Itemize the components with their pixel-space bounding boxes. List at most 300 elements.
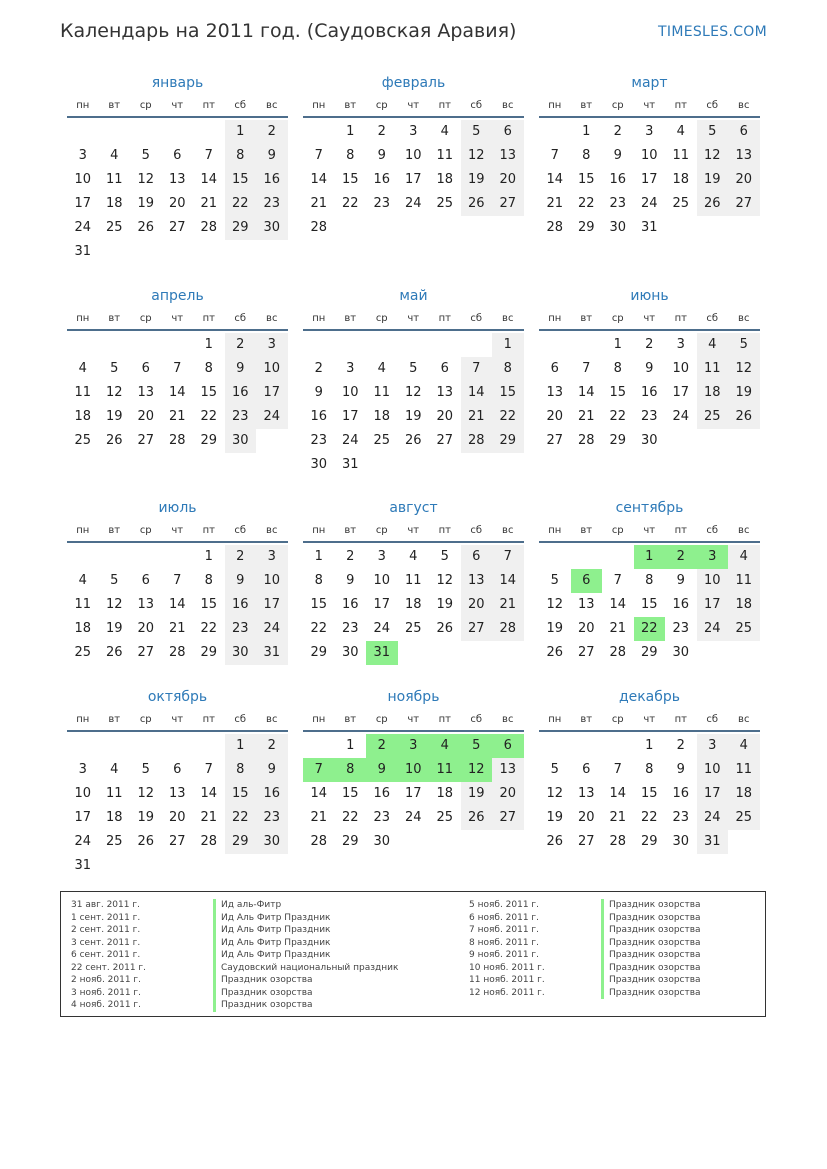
legend-date: 2 сент. 2011 г. <box>71 925 141 935</box>
day-cell: 5 <box>550 573 559 588</box>
day-cell: 16 <box>225 593 257 617</box>
day-cell: 29 <box>609 433 627 448</box>
empty-cell <box>130 854 162 878</box>
day-cell: 15 <box>609 385 627 400</box>
day-cell: 6 <box>173 148 182 163</box>
day-cell: 30 <box>373 834 391 849</box>
day-cell: 9 <box>225 357 257 381</box>
week-row <box>539 617 760 641</box>
day-cell: 17 <box>256 593 288 617</box>
week-row <box>303 734 524 758</box>
week-row <box>303 357 524 381</box>
day-cell: 19 <box>105 621 123 636</box>
week-row <box>303 830 524 854</box>
week-row <box>67 168 288 192</box>
empty-cell <box>99 240 131 264</box>
weekday-label: вс <box>502 313 514 324</box>
day-cell: 14 <box>461 381 493 405</box>
day-cell: 5 <box>550 762 559 777</box>
day-cell: 17 <box>74 810 92 825</box>
day-cell: 30 <box>672 645 690 660</box>
weekday-label: ср <box>139 714 152 725</box>
week-row <box>67 405 288 429</box>
week-row <box>67 758 288 782</box>
empty-cell <box>697 429 729 453</box>
empty-cell <box>67 734 99 758</box>
legend-date: 6 сент. 2011 г. <box>71 950 141 960</box>
empty-cell <box>67 120 99 144</box>
weekday-header <box>67 523 288 543</box>
empty-cell <box>665 429 697 453</box>
weekday-header <box>539 98 760 118</box>
week-row <box>67 617 288 641</box>
day-cell: 25 <box>697 405 729 429</box>
day-cell: 25 <box>373 433 391 448</box>
day-cell: 23 <box>225 405 257 429</box>
month-5 <box>303 285 524 477</box>
day-cell: 20 <box>461 593 493 617</box>
day-cell: 11 <box>404 573 422 588</box>
day-cell: 23 <box>672 621 690 636</box>
weekday-header <box>539 523 760 543</box>
empty-cell <box>398 641 430 665</box>
legend-holiday-name: Праздник озорства <box>213 987 398 1000</box>
empty-cell <box>492 216 524 240</box>
week-row <box>67 333 288 357</box>
day-cell: 11 <box>74 385 92 400</box>
day-cell: 26 <box>697 192 729 216</box>
weekday-label: сб <box>470 100 483 111</box>
day-cell: 15 <box>492 381 524 405</box>
day-cell: 10 <box>640 148 658 163</box>
weekday-header <box>303 712 524 732</box>
weekday-label: вт <box>580 714 593 725</box>
day-cell: 2 <box>314 361 323 376</box>
day-cell: 3 <box>78 762 87 777</box>
site-logo[interactable]: TIMESLES.COM <box>658 24 767 40</box>
weekday-label: ср <box>611 313 624 324</box>
day-cell: 9 <box>366 758 398 782</box>
day-cell: 8 <box>492 357 524 381</box>
empty-cell <box>602 545 634 569</box>
day-cell: 26 <box>105 645 123 660</box>
day-cell: 26 <box>105 433 123 448</box>
week-row <box>67 545 288 569</box>
day-cell: 3 <box>256 333 288 357</box>
week-row <box>303 569 524 593</box>
weekday-label: пн <box>76 714 90 725</box>
empty-cell <box>398 216 430 240</box>
day-cell: 24 <box>256 617 288 641</box>
weekday-label: пн <box>312 313 326 324</box>
week-row <box>67 854 288 878</box>
day-cell: 29 <box>640 834 658 849</box>
weekday-label: пт <box>674 714 687 725</box>
day-cell: 12 <box>461 144 493 168</box>
weekday-label: вс <box>738 100 750 111</box>
day-cell: 12 <box>697 144 729 168</box>
day-cell: 6 <box>492 734 524 758</box>
day-cell: 13 <box>492 144 524 168</box>
weekday-label: ср <box>375 525 388 536</box>
day-cell: 22 <box>341 196 359 211</box>
week-row <box>303 120 524 144</box>
day-cell: 19 <box>436 597 454 612</box>
empty-cell <box>461 453 493 477</box>
day-cell: 29 <box>341 834 359 849</box>
week-row <box>303 545 524 569</box>
day-cell: 13 <box>728 144 760 168</box>
day-cell: 12 <box>105 597 123 612</box>
month-name: август <box>389 500 438 516</box>
day-cell: 30 <box>341 645 359 660</box>
weekday-label: чт <box>643 100 656 111</box>
empty-cell <box>429 333 461 357</box>
day-cell: 6 <box>492 120 524 144</box>
week-row <box>303 168 524 192</box>
day-cell: 13 <box>577 786 595 801</box>
day-cell: 2 <box>613 124 622 139</box>
day-cell: 4 <box>429 734 461 758</box>
empty-cell <box>461 830 493 854</box>
day-cell: 24 <box>672 409 690 424</box>
day-cell: 6 <box>141 361 150 376</box>
day-cell: 2 <box>676 738 685 753</box>
day-cell: 19 <box>461 782 493 806</box>
holiday-legend <box>60 891 766 1017</box>
legend-date: 9 нояб. 2011 г. <box>469 950 540 960</box>
day-cell: 3 <box>697 734 729 758</box>
legend-date: 6 нояб. 2011 г. <box>469 912 540 923</box>
month-2 <box>303 72 524 240</box>
day-cell: 28 <box>461 429 493 453</box>
legend-date: 31 авг. 2011 г. <box>71 900 140 910</box>
day-cell: 4 <box>728 734 760 758</box>
weekday-label: пт <box>438 525 451 536</box>
month-name: сентябрь <box>615 500 684 516</box>
day-cell: 27 <box>546 433 564 448</box>
day-cell: 17 <box>341 409 359 424</box>
day-cell: 5 <box>409 361 418 376</box>
weekday-label: чт <box>171 714 184 725</box>
empty-cell <box>225 854 257 878</box>
day-cell: 23 <box>256 192 288 216</box>
week-row <box>67 192 288 216</box>
day-cell: 11 <box>373 385 391 400</box>
legend-date: 1 сент. 2011 г. <box>71 912 141 923</box>
day-cell: 22 <box>640 810 658 825</box>
day-cell: 20 <box>168 810 186 825</box>
day-cell: 4 <box>409 549 418 564</box>
day-cell: 25 <box>672 196 690 211</box>
week-row <box>539 734 760 758</box>
day-cell: 19 <box>728 381 760 405</box>
legend-holiday-name: Праздник озорства <box>601 962 701 975</box>
day-cell: 15 <box>310 597 328 612</box>
empty-cell <box>99 854 131 878</box>
weekday-label: ср <box>611 714 624 725</box>
week-row <box>67 216 288 240</box>
week-row <box>539 405 760 429</box>
weekday-label: ср <box>139 100 152 111</box>
day-cell: 29 <box>200 645 218 660</box>
week-row <box>539 806 760 830</box>
day-cell: 28 <box>310 834 328 849</box>
day-cell: 18 <box>404 597 422 612</box>
day-cell: 12 <box>137 786 155 801</box>
empty-cell <box>335 333 367 357</box>
day-cell: 3 <box>676 337 685 352</box>
day-cell: 3 <box>409 124 418 139</box>
day-cell: 15 <box>640 597 658 612</box>
day-cell: 10 <box>404 148 422 163</box>
month-9 <box>539 497 760 665</box>
day-cell: 22 <box>225 192 257 216</box>
day-cell: 17 <box>256 381 288 405</box>
day-cell: 16 <box>672 786 690 801</box>
day-cell: 25 <box>728 806 760 830</box>
day-cell: 2 <box>346 549 355 564</box>
day-cell: 4 <box>110 762 119 777</box>
day-cell: 6 <box>571 569 603 593</box>
empty-cell <box>429 641 461 665</box>
empty-cell <box>193 120 225 144</box>
empty-cell <box>697 216 729 240</box>
day-cell: 6 <box>728 120 760 144</box>
weekday-label: ср <box>375 313 388 324</box>
day-cell: 2 <box>256 734 288 758</box>
day-cell: 5 <box>697 120 729 144</box>
empty-cell <box>162 545 194 569</box>
day-cell: 26 <box>728 405 760 429</box>
weekday-label: пн <box>76 525 90 536</box>
day-cell: 25 <box>74 433 92 448</box>
week-row <box>539 333 760 357</box>
day-cell: 10 <box>697 758 729 782</box>
week-row <box>67 357 288 381</box>
weekday-label: пн <box>312 100 326 111</box>
day-cell: 21 <box>609 621 627 636</box>
week-row <box>303 333 524 357</box>
day-cell: 21 <box>200 196 218 211</box>
day-cell: 7 <box>204 148 213 163</box>
day-cell: 14 <box>310 786 328 801</box>
day-cell: 6 <box>173 762 182 777</box>
weekday-header <box>539 712 760 732</box>
day-cell: 21 <box>492 593 524 617</box>
day-cell: 22 <box>310 621 328 636</box>
day-cell: 26 <box>404 433 422 448</box>
week-row <box>539 830 760 854</box>
legend-dates-left <box>71 899 146 1012</box>
week-row <box>67 806 288 830</box>
weekday-label: ср <box>611 525 624 536</box>
day-cell: 11 <box>697 357 729 381</box>
empty-cell <box>571 734 603 758</box>
day-cell: 1 <box>645 738 654 753</box>
day-cell: 30 <box>225 429 257 453</box>
day-cell: 28 <box>168 645 186 660</box>
week-row <box>539 429 760 453</box>
day-cell: 9 <box>676 762 685 777</box>
day-cell: 5 <box>110 361 119 376</box>
day-cell: 9 <box>377 148 386 163</box>
day-cell: 29 <box>225 830 257 854</box>
day-cell: 23 <box>672 810 690 825</box>
empty-cell <box>130 240 162 264</box>
day-cell: 11 <box>672 148 690 163</box>
empty-cell <box>99 545 131 569</box>
empty-cell <box>335 216 367 240</box>
weekday-label: вт <box>580 100 593 111</box>
weekday-label: чт <box>643 313 656 324</box>
legend-holiday-name: Праздник озорства <box>213 974 398 987</box>
day-cell: 14 <box>168 597 186 612</box>
legend-holiday-name: Праздник озорства <box>601 899 701 912</box>
week-row <box>303 405 524 429</box>
weekday-label: ср <box>375 714 388 725</box>
week-row <box>539 192 760 216</box>
day-cell: 22 <box>609 409 627 424</box>
day-cell: 13 <box>577 597 595 612</box>
month-8 <box>303 497 524 665</box>
empty-cell <box>492 830 524 854</box>
legend-holiday-name: Ид Аль Фитр Праздник <box>213 912 398 925</box>
day-cell: 19 <box>404 409 422 424</box>
day-cell: 26 <box>461 806 493 830</box>
weekday-label: пн <box>548 525 562 536</box>
day-cell: 20 <box>577 810 595 825</box>
weekday-header <box>303 98 524 118</box>
day-cell: 29 <box>577 220 595 235</box>
day-cell: 31 <box>366 641 398 665</box>
week-row <box>303 216 524 240</box>
empty-cell <box>429 216 461 240</box>
weekday-label: сб <box>470 714 483 725</box>
day-cell: 20 <box>137 409 155 424</box>
weekday-label: вс <box>266 313 278 324</box>
week-row <box>67 381 288 405</box>
day-cell: 20 <box>728 168 760 192</box>
empty-cell <box>130 120 162 144</box>
day-cell: 18 <box>728 593 760 617</box>
day-cell: 6 <box>582 762 591 777</box>
day-cell: 30 <box>256 216 288 240</box>
day-cell: 12 <box>546 786 564 801</box>
empty-cell <box>398 453 430 477</box>
week-row <box>539 168 760 192</box>
day-cell: 20 <box>168 196 186 211</box>
legend-date: 3 нояб. 2011 г. <box>71 987 142 998</box>
day-cell: 12 <box>404 385 422 400</box>
day-cell: 13 <box>546 385 564 400</box>
day-cell: 1 <box>204 337 213 352</box>
legend-holiday-name: Праздник озорства <box>601 912 701 925</box>
weekday-label: пн <box>76 313 90 324</box>
legend-holiday-name: Праздник озорства <box>601 924 701 937</box>
day-cell: 24 <box>404 196 422 211</box>
day-cell: 8 <box>645 762 654 777</box>
day-cell: 21 <box>310 810 328 825</box>
day-cell: 28 <box>168 433 186 448</box>
day-cell: 19 <box>105 409 123 424</box>
weekday-label: пн <box>76 100 90 111</box>
day-cell: 20 <box>546 409 564 424</box>
day-cell: 29 <box>310 645 328 660</box>
day-cell: 1 <box>204 549 213 564</box>
day-cell: 7 <box>303 758 335 782</box>
weekday-label: чт <box>407 313 420 324</box>
weekday-label: чт <box>643 525 656 536</box>
day-cell: 25 <box>105 834 123 849</box>
day-cell: 25 <box>436 810 454 825</box>
month-11 <box>303 686 524 854</box>
day-cell: 23 <box>225 617 257 641</box>
day-cell: 18 <box>373 409 391 424</box>
day-cell: 19 <box>697 168 729 192</box>
weekday-label: вт <box>344 100 357 111</box>
day-cell: 9 <box>676 573 685 588</box>
day-cell: 30 <box>609 220 627 235</box>
day-cell: 11 <box>74 597 92 612</box>
day-cell: 5 <box>141 148 150 163</box>
empty-cell <box>162 734 194 758</box>
empty-cell <box>539 120 571 144</box>
day-cell: 7 <box>582 361 591 376</box>
day-cell: 14 <box>200 172 218 187</box>
day-cell: 25 <box>728 617 760 641</box>
month-4 <box>67 285 288 453</box>
day-cell: 26 <box>461 192 493 216</box>
day-cell: 7 <box>173 573 182 588</box>
weekday-label: чт <box>643 714 656 725</box>
day-cell: 23 <box>341 621 359 636</box>
empty-cell <box>67 333 99 357</box>
empty-cell <box>728 830 760 854</box>
week-row <box>67 734 288 758</box>
month-3 <box>539 72 760 240</box>
weekday-label: пт <box>674 100 687 111</box>
empty-cell <box>99 120 131 144</box>
day-cell: 15 <box>225 782 257 806</box>
day-cell: 24 <box>640 196 658 211</box>
day-cell: 22 <box>577 196 595 211</box>
day-cell: 30 <box>310 457 328 472</box>
weekday-label: пт <box>202 714 215 725</box>
day-cell: 28 <box>546 220 564 235</box>
empty-cell <box>665 216 697 240</box>
day-cell: 1 <box>582 124 591 139</box>
day-cell: 1 <box>314 549 323 564</box>
day-cell: 13 <box>137 597 155 612</box>
day-cell: 5 <box>461 120 493 144</box>
day-cell: 4 <box>377 361 386 376</box>
day-cell: 22 <box>225 806 257 830</box>
weekday-label: вт <box>580 525 593 536</box>
day-cell: 15 <box>341 172 359 187</box>
day-cell: 27 <box>728 192 760 216</box>
week-row <box>303 453 524 477</box>
day-cell: 31 <box>341 457 359 472</box>
day-cell: 16 <box>256 168 288 192</box>
legend-holiday-name: Праздник озорства <box>601 949 701 962</box>
day-cell: 1 <box>346 738 355 753</box>
weekday-label: вт <box>108 100 121 111</box>
day-cell: 3 <box>645 124 654 139</box>
month-10 <box>67 686 288 878</box>
day-cell: 7 <box>492 545 524 569</box>
weekday-label: пт <box>202 525 215 536</box>
